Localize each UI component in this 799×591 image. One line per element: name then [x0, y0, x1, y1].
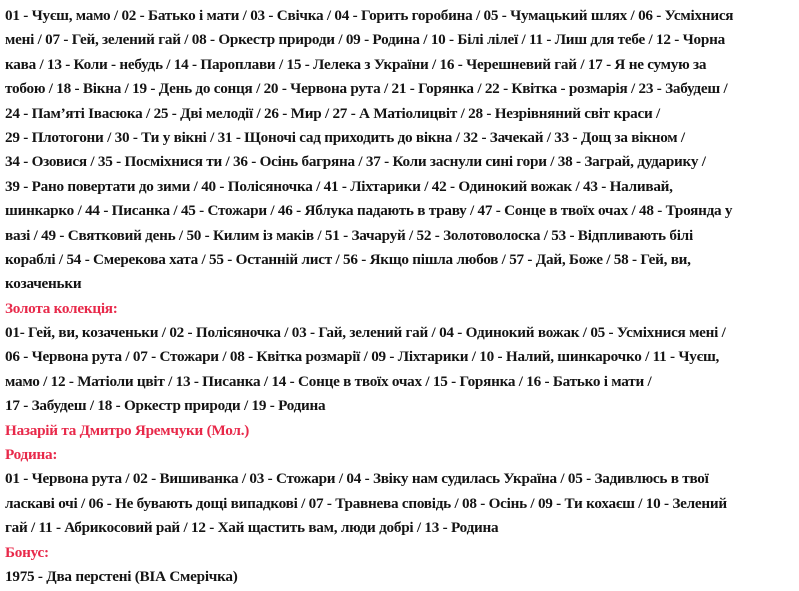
gold-collection-section — [5, 297, 795, 419]
tracklist-line: гай / 11 - Абрикосовий рай / 12 - Хай щастить вам, люди добрі / 13 - Родина — [5, 519, 499, 537]
tracklist-line: шинкарко / 44 - Писанка / 45 - Стожари / 46 - Яблука падають в траву / 47 - Сонце в твоїх очах / 48 - Троянда у — [5, 202, 733, 220]
tracklist-line: мені / 07 - Гей, зелений гай / 08 - Оркестр природи / 09 - Родина / 10 - Білі лілеї / 11 - Лиш для тебе / 12 - Чорна — [5, 31, 725, 49]
tracklist-line: 39 - Рано повертати до зими / 40 - Полісяночка / 41 - Ліхтарики / 42 - Одинокий вожак / 43 - Наливай, — [5, 177, 673, 195]
rodyna-section — [5, 443, 795, 541]
tracklist-line: 1975 - Два перстені (ВІА Смерічка) — [5, 567, 238, 585]
tracklist-document — [5, 4, 795, 589]
tracklist-line: тобою / 18 - Вікна / 19 - День до сонця / 20 - Червона рута / 21 - Горянка / 22 - Квітка - розмарія / 23 - Забудеш / — [5, 80, 728, 98]
artist-heading: Назарій та Дмитро Яремчуки (Мол.) — [5, 421, 250, 439]
tracklist-line: 29 - Плотогони / 30 - Ти у вікні / 31 - Щоночі сад приходить до вікна / 32 - Зачекай / 33 - Дощ за вікном / — [5, 128, 685, 146]
tracklist-line: вазі / 49 - Святковий день / 50 - Килим із маків / 51 - Зачаруй / 52 - Золотоволоска / 53 - Відпливають білі — [5, 226, 693, 244]
main-tracklist — [5, 4, 795, 297]
gold-collection-heading: Золота колекція: — [5, 299, 118, 317]
tracklist-line: 06 - Червона рута / 07 - Стожари / 08 - Квітка розмарії / 09 - Ліхтарики / 10 - Налий, шинкарочко / 11 - Чуєш, — [5, 348, 720, 366]
tracklist-line: 17 - Забудеш / 18 - Оркестр природи / 19 - Родина — [5, 397, 326, 415]
bonus-heading: Бонус: — [5, 543, 49, 561]
tracklist-line: кава / 13 - Коли - небудь / 14 - Пароплави / 15 - Лелека з України / 16 - Черешневий гай / 17 - Я не сумую за — [5, 55, 707, 73]
tracklist-line: 24 - Пам’яті Івасюка / 25 - Дві мелодії / 26 - Мир / 27 - А Матіолицвіт / 28 - Незрівняний світ краси / — [5, 104, 660, 122]
tracklist-line: козаченьки — [5, 275, 82, 293]
rodyna-heading: Родина: — [5, 446, 58, 464]
tracklist-line: кораблі / 54 - Смерекова хата / 55 - Останній лист / 56 - Якщо пішла любов / 57 - Дай, Боже / 58 - Гей, ви, — [5, 250, 691, 268]
bonus-section — [5, 541, 795, 590]
tracklist-line: 34 - Озовися / 35 - Посміхнися ти / 36 - Осінь багряна / 37 - Коли заснули сині гори / 38 - Заграй, дударику / — [5, 153, 706, 171]
tracklist-line: 01- Гей, ви, козаченьки / 02 - Полісяночка / 03 - Гай, зелений гай / 04 - Одинокий вожак / 05 - Усміхнися мені / — [5, 324, 726, 342]
tracklist-line: ласкаві очі / 06 - Не бувають дощі випадкові / 07 - Травнева сповідь / 08 - Осінь / 09 - Ти кохаєш / 10 - Зелений — [5, 494, 727, 512]
tracklist-line: 01 - Чуєш, мамо / 02 - Батько і мати / 03 - Свічка / 04 - Горить горобина / 05 - Чумацький шлях / 06 - Усміхнися — [5, 7, 734, 24]
tracklist-line: мамо / 12 - Матіоли цвіт / 13 - Писанка / 14 - Сонце в твоїх очах / 15 - Горянка / 16 - Батько і мати / — [5, 372, 652, 390]
tracklist-line: 01 - Червона рута / 02 - Вишиванка / 03 - Стожари / 04 - Звіку нам судилась Україна / 05 - Задивлюсь в твої — [5, 470, 709, 488]
